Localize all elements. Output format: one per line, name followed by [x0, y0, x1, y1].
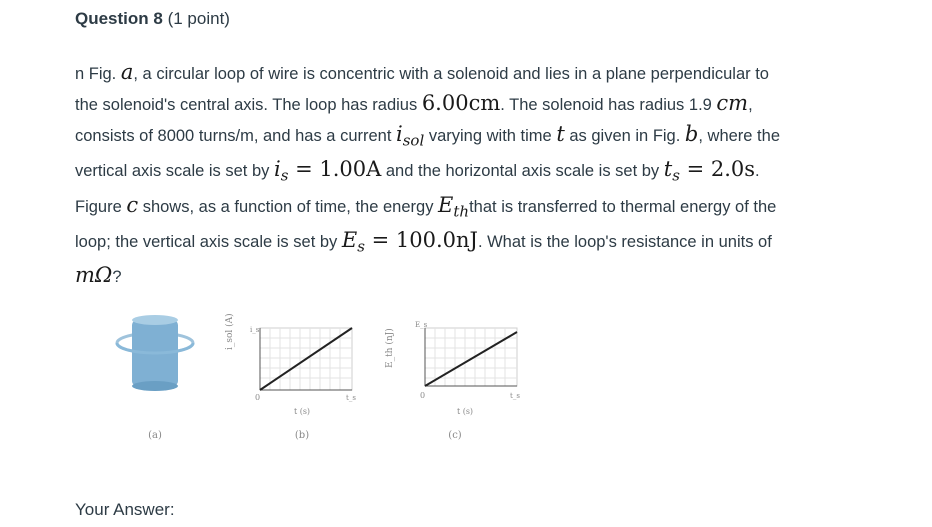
- math-sub-sol: sol: [402, 131, 425, 150]
- text-seg: that is transferred to thermal energy of the loop; the vertical axis scale is set by: [75, 197, 777, 251]
- text-seg: , where the vertical axis scale is set by: [75, 127, 780, 181]
- graph-b: [224, 313, 356, 441]
- c-xlabel: t (s): [456, 407, 474, 416]
- text-seg: shows, as a function of time, the energy: [138, 197, 439, 216]
- label-a: (a): [148, 430, 162, 441]
- question-text: [75, 58, 795, 292]
- math-var-ts: t: [663, 157, 673, 182]
- math-radius: 6.00cm: [421, 91, 501, 115]
- math-var-Es: E: [341, 227, 358, 252]
- c-ytick: E_s: [415, 321, 428, 329]
- math-sub-s: s: [280, 166, 289, 185]
- math-var-c: c: [126, 192, 139, 217]
- solenoid-bottom: [132, 381, 178, 391]
- math-eq-Es: = 100.0nJ: [364, 227, 478, 252]
- math-var-t: t: [556, 122, 565, 146]
- graph-c: [384, 321, 520, 441]
- answer-label: Your Answer:: [75, 500, 175, 519]
- math-unit-mohm: mΩ: [75, 263, 113, 288]
- b-ylabel: i_sol (A): [225, 313, 235, 350]
- c-xtick: t_s: [510, 392, 520, 400]
- math-sub-Es: s: [357, 237, 365, 256]
- text-seg: n Fig.: [75, 65, 121, 83]
- math-sub-ts: s: [672, 166, 680, 185]
- math-var-E: E: [438, 192, 454, 217]
- text-seg: , consists of 8000 turns/m, and has a current: [75, 96, 753, 145]
- math-var-isol: i: [396, 122, 403, 146]
- label-b: (b): [294, 430, 310, 441]
- math-var-a: a: [120, 60, 134, 84]
- text-seg: varying with time: [424, 127, 557, 145]
- c-origin: 0: [420, 391, 426, 400]
- b-xtick: t_s: [346, 394, 356, 402]
- label-c: (c): [448, 430, 462, 441]
- text-seg: and the horizontal axis scale is set by: [381, 162, 664, 181]
- b-line: [260, 328, 352, 390]
- math-var-is: i: [273, 157, 281, 182]
- question-points: (1 point): [167, 9, 230, 28]
- text-seg: . The solenoid has radius 1.9: [500, 96, 717, 114]
- math-eq-ts: = 2.0s: [679, 157, 756, 182]
- solenoid-figure: [117, 315, 193, 441]
- solenoid-top: [132, 315, 178, 325]
- math-unit-cm: cm: [716, 91, 749, 115]
- b-xlabel: t (s): [293, 407, 311, 416]
- b-ytick: i_s: [250, 326, 260, 334]
- text-seg: as given in Fig.: [564, 127, 685, 145]
- text-seg: ?: [112, 268, 122, 287]
- text-seg: . What is the loop's resistance in units of: [477, 232, 772, 251]
- text-seg: , a circular loop of wire is concentric with a solenoid and lies in a plane perpendicular to the solenoid's central axis. The loop has radius: [75, 65, 769, 114]
- question-title: Question 8: [75, 9, 163, 28]
- question-header: [75, 9, 230, 29]
- text-seg: . Figure: [75, 162, 760, 216]
- math-eq-is: = 1.00A: [288, 157, 382, 182]
- c-ylabel: E_th (nJ): [385, 328, 395, 368]
- figure-panel: [110, 310, 570, 460]
- math-sub-th: th: [453, 201, 470, 220]
- math-var-b: b: [684, 122, 699, 146]
- b-origin: 0: [255, 393, 261, 402]
